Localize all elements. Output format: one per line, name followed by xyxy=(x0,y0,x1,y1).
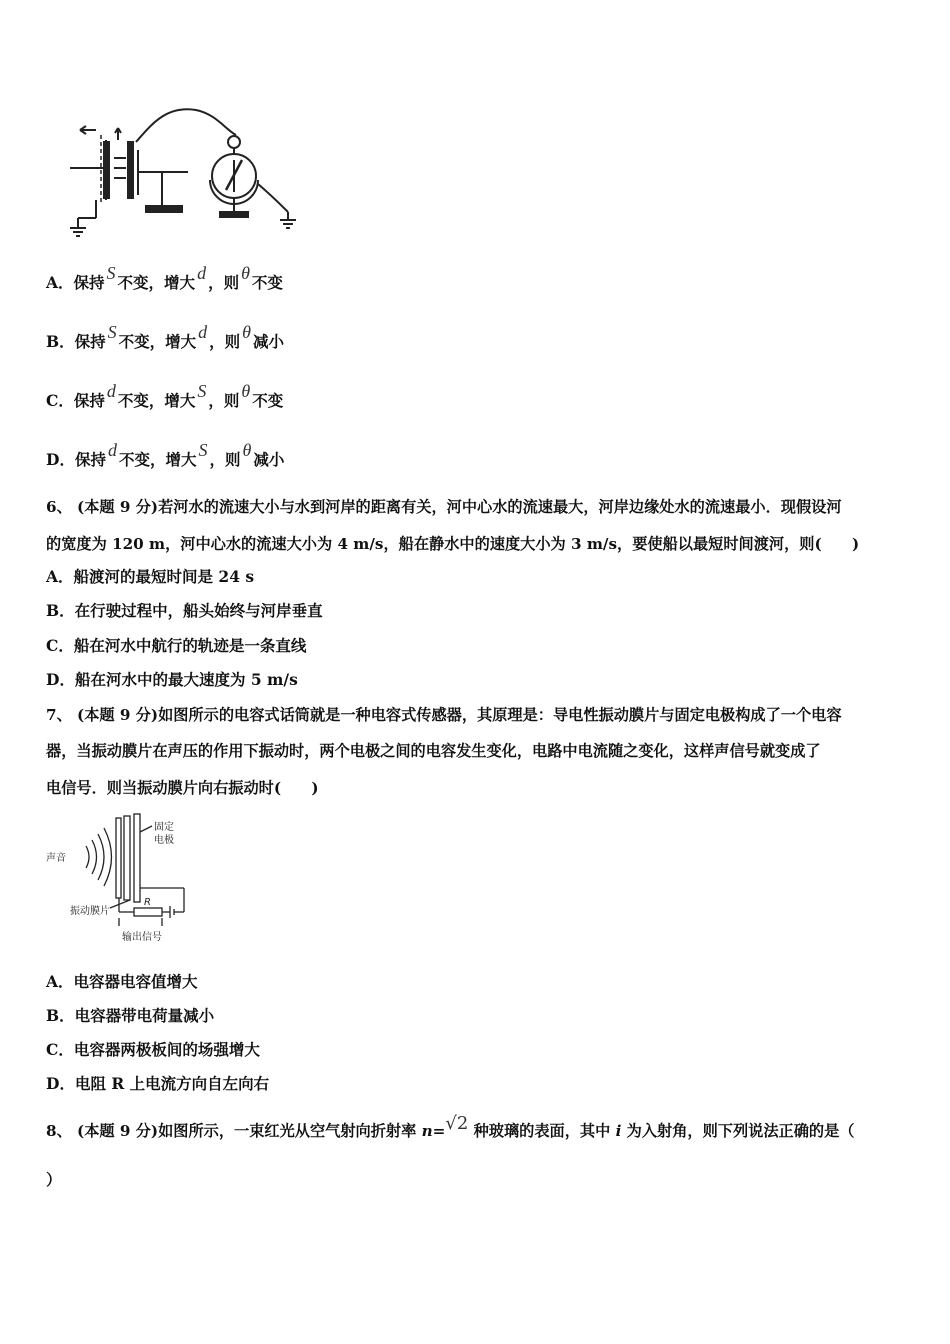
label-sound: 声音 xyxy=(46,853,66,864)
q5-option-b: B．保持 S 不变，增大 d ，则 θ 减小 xyxy=(46,322,285,351)
label-resistor: R xyxy=(144,897,151,908)
q5-option-d: D．保持 d 不变，增大 S ，则 θ 减小 xyxy=(46,440,285,469)
q7-option-b: B．电容器带电荷量减小 xyxy=(46,1006,215,1025)
q8-stem-line2: ） xyxy=(46,1170,62,1189)
sqrt-two: √2 xyxy=(445,1113,469,1134)
q7-option-d: D．电阻 R 上电流方向自左向右 xyxy=(46,1074,270,1093)
label-output: 输出信号 xyxy=(122,932,162,943)
label-fixed-2: 电极 xyxy=(154,835,174,846)
q7-option-c: C．电容器两极板间的场强增大 xyxy=(46,1040,260,1059)
capacitor-microphone-figure xyxy=(46,812,196,947)
q6-option-d: D．船在河水中的最大速度为 5 m/s xyxy=(46,670,298,689)
q5-option-c: C．保持 d 不变，增大 S ，则 θ 不变 xyxy=(46,381,284,410)
q5-option-a: A．保持 S 不变，增大 d ，则 θ 不变 xyxy=(46,263,283,292)
q7-stem-line2: 器，当振动膜片在声压的作用下振动时，两个电极之间的电容发生变化，电路中电流随之变化，这样声信号就变成了 xyxy=(46,742,821,760)
q6-option-a: A．船渡河的最短时间是 24 s xyxy=(46,567,255,586)
label-membrane: 振动膜片 xyxy=(70,906,110,917)
q7-stem-line1: 7、 (本题 9 分)如图所示的电容式话筒就是一种电容式传感器，其原理是：导电性振动膜片与固定电极构成了一个电容 xyxy=(46,706,842,724)
q7-stem-line3: 电信号．则当振动膜片向右振动时( ) xyxy=(46,779,319,797)
label-fixed-1: 固定 xyxy=(154,822,174,833)
q6-stem-line1: 6、 (本题 9 分)若河水的流速大小与水到河岸的距离有关，河中心水的流速最大，河岸边缘处水的流速最小．现假设河 xyxy=(46,498,842,516)
q6-stem-line2: 的宽度为 120 m，河中心水的流速大小为 4 m/s，船在静水中的速度大小为 3 m/s，要使船以最短时间渡河，则( ) xyxy=(46,535,860,553)
q8-stem-line1: 8、 (本题 9 分)如图所示，一束红光从空气射向折射率 n=√2 种玻璃的表面，其中 i 为入射角，则下列说法正确的是（ xyxy=(46,1113,855,1140)
q6-option-b: B．在行驶过程中，船头始终与河岸垂直 xyxy=(46,601,323,620)
q7-option-a: A．电容器电容值增大 xyxy=(46,972,198,991)
q6-option-c: C．船在河水中航行的轨迹是一条直线 xyxy=(46,636,307,655)
capacitor-electroscope-figure xyxy=(66,100,316,245)
